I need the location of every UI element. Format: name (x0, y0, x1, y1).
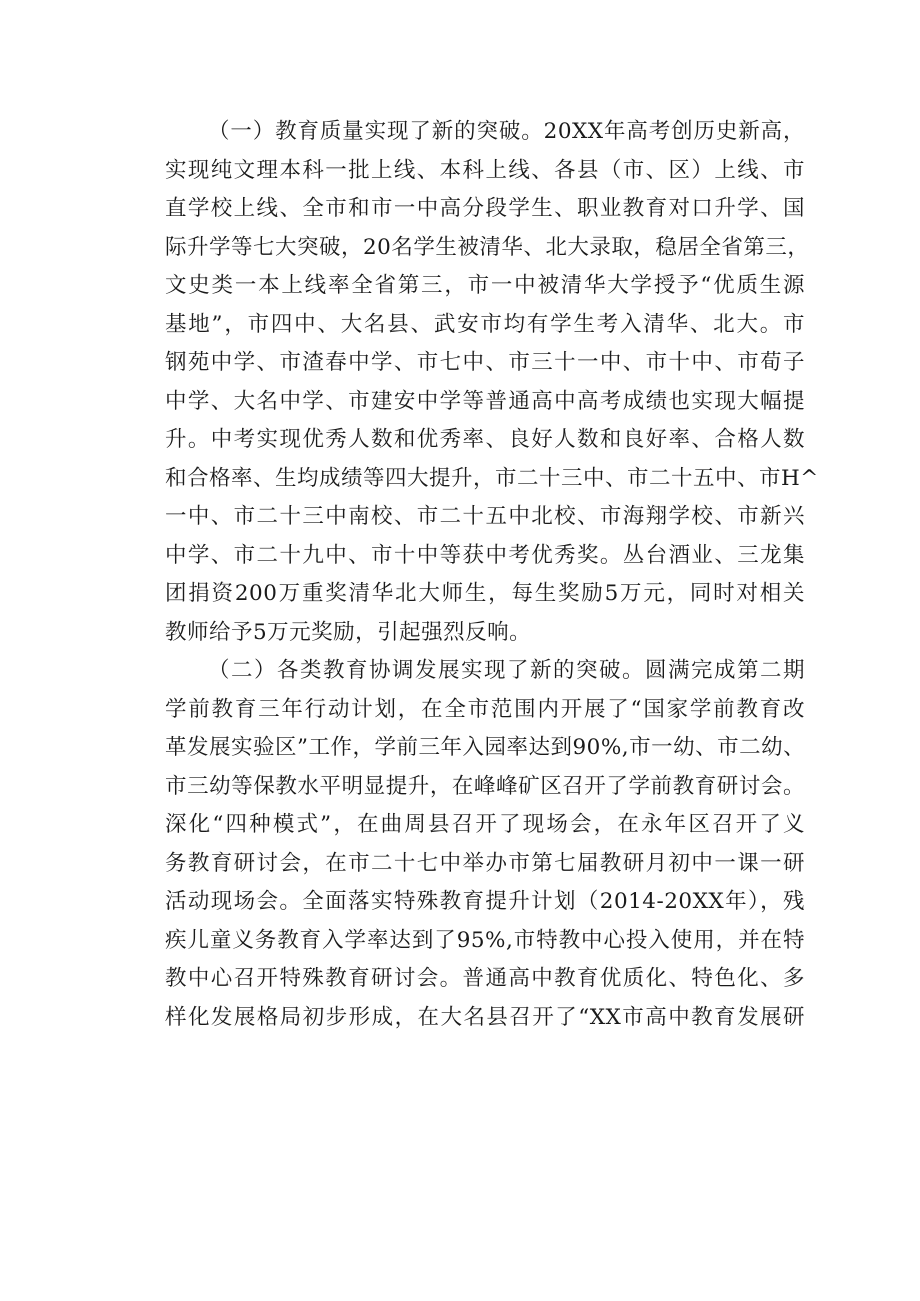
paragraph-line: 深化“四种模式”，在曲周县召开了现场会，在永年区召开了义 (165, 812, 805, 837)
paragraph-line: 团捐资200万重奖清华北大师生，每生奖励5万元，同时对相关 (165, 581, 805, 606)
paragraph-line: 一中、市二十三中南校、市二十五中北校、市海翔学校、市新兴 (165, 504, 805, 529)
paragraph-line: 务教育研讨会，在市二十七中举办市第七届教研月初中一课一研 (165, 850, 805, 876)
paragraph-line: 革发展实验区”工作，学前三年入园率达到90%,市一幼、市二幼、 (165, 735, 806, 760)
paragraph-education-quality (165, 113, 819, 652)
paragraph-line: （二）各类教育协调发展实现了新的突破。圆满完成第二期 (208, 658, 805, 683)
paragraph-line: 直学校上线、全市和市一中高分段学生、职业教育对口升学、国 (165, 196, 805, 221)
paragraph-line: 和合格率、生均成绩等四大提升，市二十三中、市二十五中、市H^ (165, 465, 819, 491)
paragraph-line: 文史类一本上线率全省第三，市一中被清华大学授予“优质生源 (165, 273, 805, 298)
paragraph-line: （一）教育质量实现了新的突破。20XX年高考创历史新高， (208, 119, 805, 144)
paragraph-line: 样化发展格局初步形成，在大名县召开了“XX市高中教育发展研 (165, 1004, 805, 1030)
paragraph-line: 活动现场会。全面落实特殊教育提升计划（2014-20XX年），残 (165, 889, 805, 914)
paragraph-line: 升。中考实现优秀人数和优秀率、良好人数和良好率、合格人数 (165, 427, 805, 452)
paragraph-line: 学前教育三年行动计划，在全市范围内开展了“国家学前教育改 (165, 696, 805, 722)
paragraph-line: 市三幼等保教水平明显提升，在峰峰矿区召开了学前教育研讨会。 (165, 773, 805, 799)
paragraph-line: 实现纯文理本科一批上线、本科上线、各县（市、区）上线、市 (165, 157, 805, 183)
paragraph-line: 教中心召开特殊教育研讨会。普通高中教育优质化、特色化、多 (165, 966, 805, 991)
paragraph-line: 基地”，市四中、大名县、武安市均有学生考入清华、北大。市 (165, 311, 805, 337)
document-body (165, 113, 819, 1037)
paragraph-line: 中学、大名中学、市建安中学等普通高中高考成绩也实现大幅提 (165, 388, 805, 414)
paragraph-line: 中学、市二十九中、市十中等获中考优秀奖。丛台酒业、三龙集 (165, 542, 805, 568)
paragraph-coordinated-development (165, 652, 805, 1037)
paragraph-line: 教师给予5万元奖励，引起强烈反响。 (165, 619, 532, 645)
paragraph-line: 际升学等七大突破，20名学生被清华、北大录取，稳居全省第三， (165, 234, 810, 260)
paragraph-line: 疾儿童义务教育入学率达到了95%,市特教中心投入使用，并在特 (165, 927, 805, 953)
paragraph-line: 钢苑中学、市渣春中学、市七中、市三十一中、市十中、市荀子 (165, 350, 805, 375)
